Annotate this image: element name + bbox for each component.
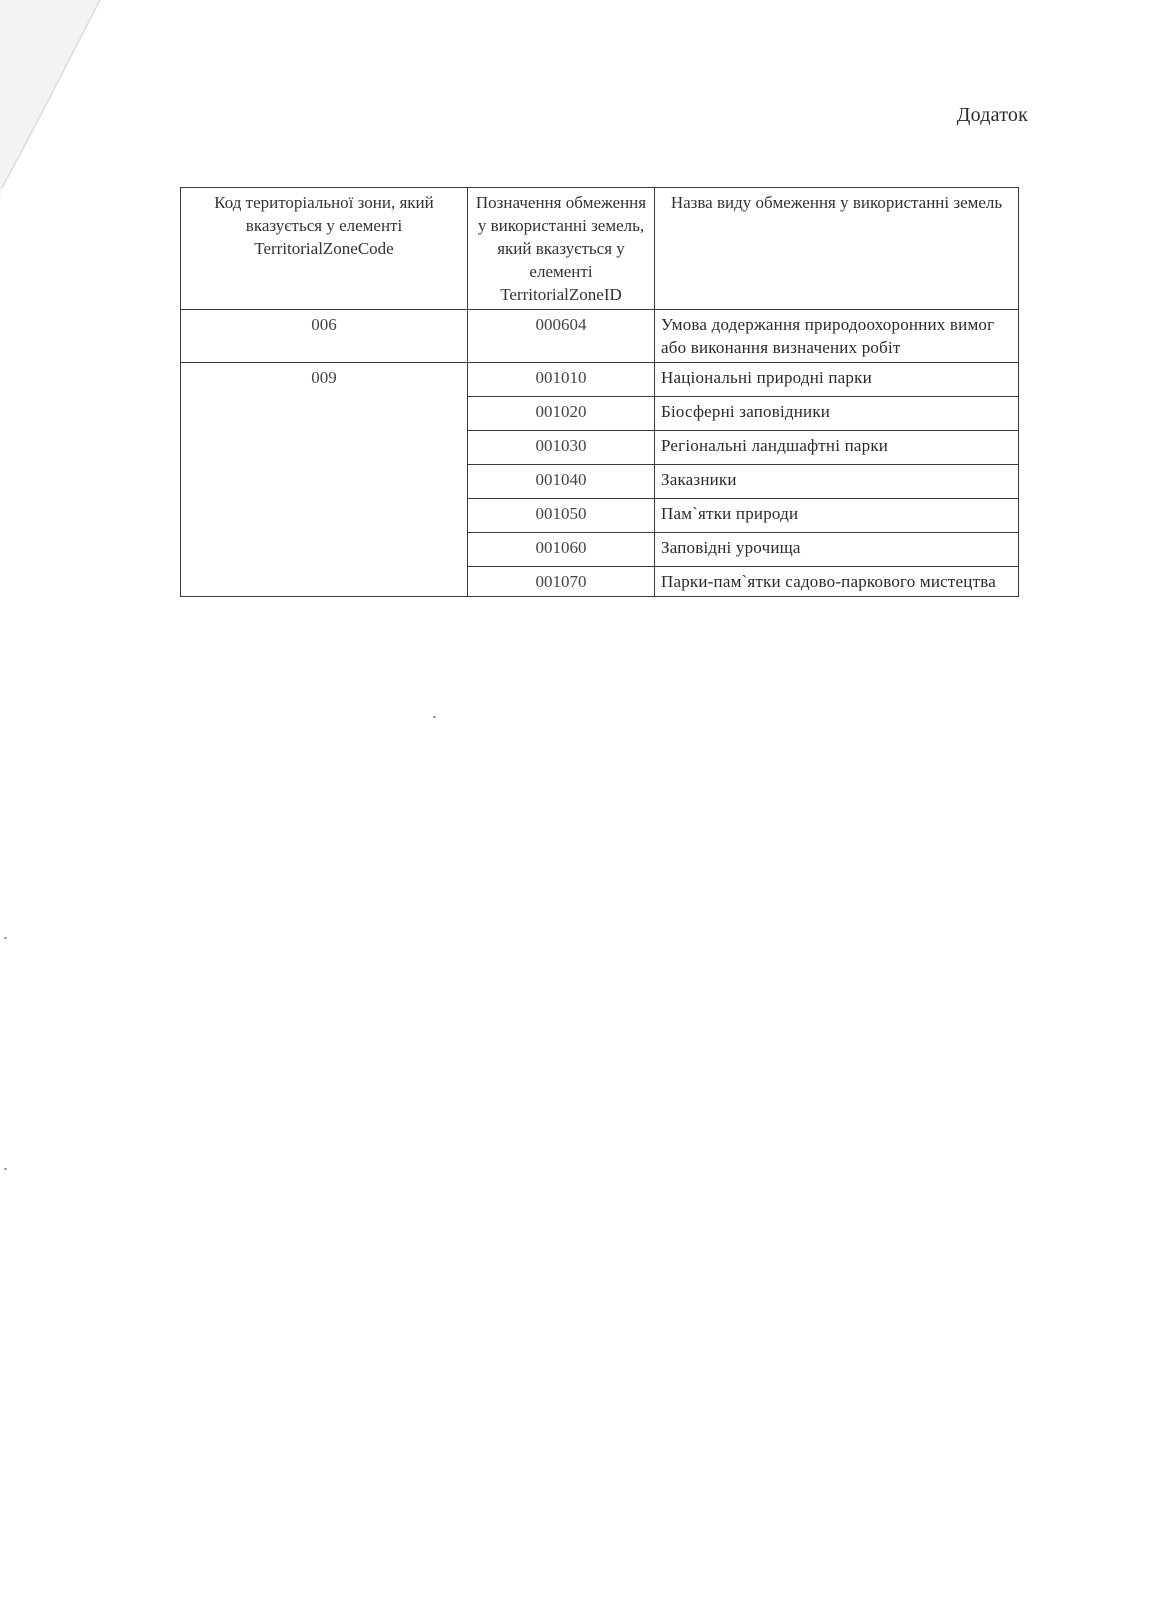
- header-zone-code: Код територіальної зони, який вказується у елементі TerritorialZoneCode: [181, 188, 468, 310]
- restriction-name-cell: Заказники: [655, 465, 1019, 499]
- scan-speck: [4, 937, 7, 939]
- table-row: [181, 310, 1019, 363]
- restriction-id-cell: 001040: [468, 465, 655, 499]
- restriction-name-cell: Біосферні заповідники: [655, 397, 1019, 431]
- restriction-id-cell: 001010: [468, 363, 655, 397]
- restriction-name-cell: Умова додержання природоохоронних вимог або виконання визначених робіт: [655, 310, 1019, 363]
- restriction-id-cell: 001030: [468, 431, 655, 465]
- restriction-name-cell: Регіональні ландшафтні парки: [655, 431, 1019, 465]
- scan-fold-mark: [0, 0, 120, 200]
- appendix-label: Додаток: [956, 104, 1028, 126]
- restriction-id-cell: 001050: [468, 499, 655, 533]
- restriction-name-cell: Пам`ятки природи: [655, 499, 1019, 533]
- restriction-name-cell: Заповідні урочища: [655, 533, 1019, 567]
- restriction-id-cell: 001060: [468, 533, 655, 567]
- restriction-id-cell: 000604: [468, 310, 655, 363]
- restriction-name-cell: Парки-пам`ятки садово-паркового мистецтва: [655, 567, 1019, 597]
- header-restriction-name: Назва виду обмеження у використанні земель: [655, 188, 1019, 310]
- restrictions-table: [180, 187, 1019, 597]
- scan-speck: [433, 716, 436, 718]
- restriction-id-cell: 001070: [468, 567, 655, 597]
- restriction-name-cell: Національні природні парки: [655, 363, 1019, 397]
- table-row: [181, 363, 1019, 397]
- table-header-row: [181, 188, 1019, 310]
- scan-speck: [4, 1168, 7, 1170]
- header-restriction-id: Позначення обмеження у використанні земель, який вказується у елементі TerritorialZoneID: [468, 188, 655, 310]
- restriction-id-cell: 001020: [468, 397, 655, 431]
- zone-code-cell: 006: [181, 310, 468, 363]
- zone-code-cell: 009: [181, 363, 468, 597]
